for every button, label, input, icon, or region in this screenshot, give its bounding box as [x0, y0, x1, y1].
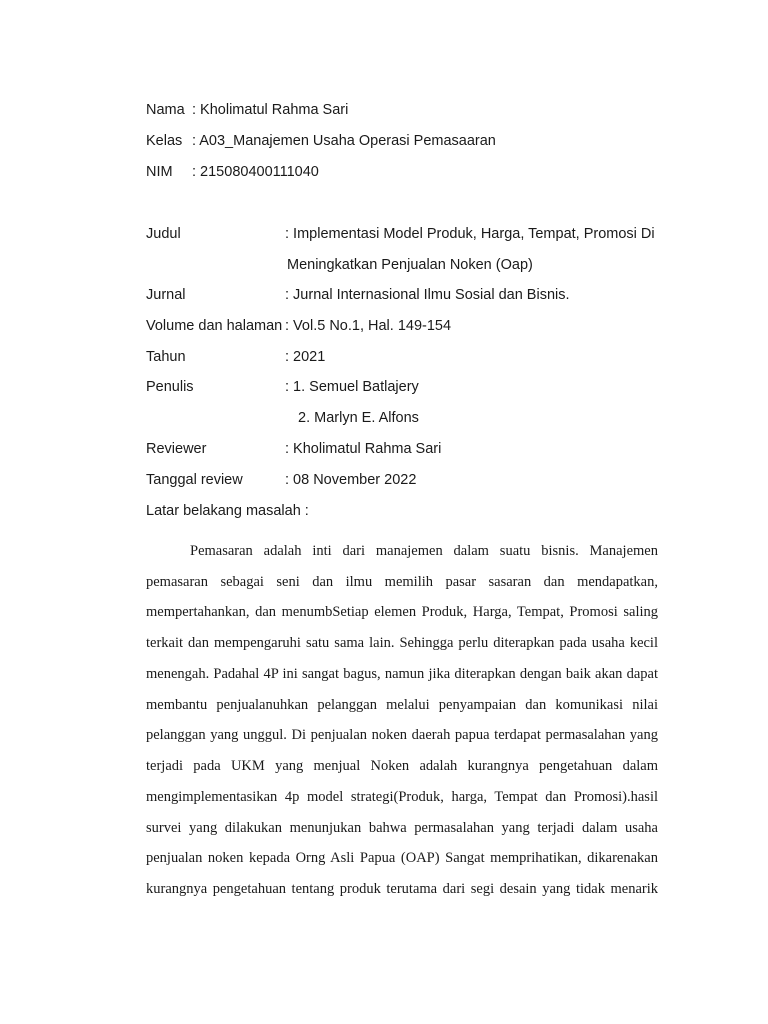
tahun-value: : 2021: [285, 349, 326, 365]
reviewer-label: Reviewer: [146, 441, 207, 457]
tanggal-review-value: : 08 November 2022: [285, 472, 417, 488]
paragraph-line: terkait dan mempengaruhi satu sama lain. Sehingga perlu diterapkan pada usaha kecil: [146, 635, 658, 651]
paragraph-line: terjadi pada UKM yang menjual Noken adalah kurangnya pengetahuan dalam: [146, 758, 658, 774]
kelas-value: : A03_Manajemen Usaha Operasi Pemasaaran: [192, 133, 496, 149]
penulis-1: : 1. Semuel Batlajery: [285, 379, 419, 395]
jurnal-value: : Jurnal Internasional Ilmu Sosial dan Bisnis.: [285, 287, 570, 303]
judul-label: Judul: [146, 226, 181, 242]
paragraph-line: membantu penjualanuhkan pelanggan melalui penyampaian dan komunikasi nilai: [146, 697, 658, 713]
judul-value-line1: : Implementasi Model Produk, Harga, Tempat, Promosi Di: [285, 226, 655, 242]
penulis-label: Penulis: [146, 379, 194, 395]
paragraph-line: Pemasaran adalah inti dari manajemen dalam suatu bisnis. Manajemen: [190, 543, 658, 559]
paragraph-line: kurangnya pengetahuan tentang produk terutama dari segi desain yang tidak menarik: [146, 881, 658, 897]
volume-label: Volume dan halaman: [146, 318, 283, 334]
nim-label: NIM: [146, 164, 173, 180]
paragraph-line: survei yang dilakukan menunjukan bahwa permasalahan yang terjadi dalam usaha: [146, 820, 658, 836]
penulis-2: 2. Marlyn E. Alfons: [298, 410, 419, 426]
nama-label: Nama: [146, 102, 185, 118]
paragraph-line: pelanggan yang unggul. Di penjualan noken daerah papua terdapat permasalahan yang: [146, 727, 658, 743]
paragraph-line: mempertahankan, dan menumbSetiap elemen Produk, Harga, Tempat, Promosi saling: [146, 604, 658, 620]
paragraph-line: pemasaran sebagai seni dan ilmu memilih pasar sasaran dan mendapatkan,: [146, 574, 658, 590]
reviewer-value: : Kholimatul Rahma Sari: [285, 441, 442, 457]
nim-value: : 215080400111040: [192, 164, 319, 180]
paragraph-line: menengah. Padahal 4P ini sangat bagus, namun jika diterapkan dengan baik akan dapat: [146, 666, 658, 682]
judul-value-line2: Meningkatkan Penjualan Noken (Oap): [287, 257, 533, 273]
kelas-label: Kelas: [146, 133, 183, 149]
paragraph-line: mengimplementasikan 4p model strategi(Produk, harga, Tempat dan Promosi).hasil: [146, 789, 658, 805]
section-heading: Latar belakang masalah :: [146, 503, 309, 519]
volume-value: : Vol.5 No.1, Hal. 149-154: [285, 318, 452, 334]
nama-value: : Kholimatul Rahma Sari: [192, 102, 349, 118]
paragraph-line: penjualan noken kepada Orng Asli Papua (OAP) Sangat memprihatikan, dikarenakan: [146, 850, 658, 866]
jurnal-label: Jurnal: [146, 287, 186, 303]
tanggal-review-label: Tanggal review: [146, 472, 243, 488]
tahun-label: Tahun: [146, 349, 186, 365]
